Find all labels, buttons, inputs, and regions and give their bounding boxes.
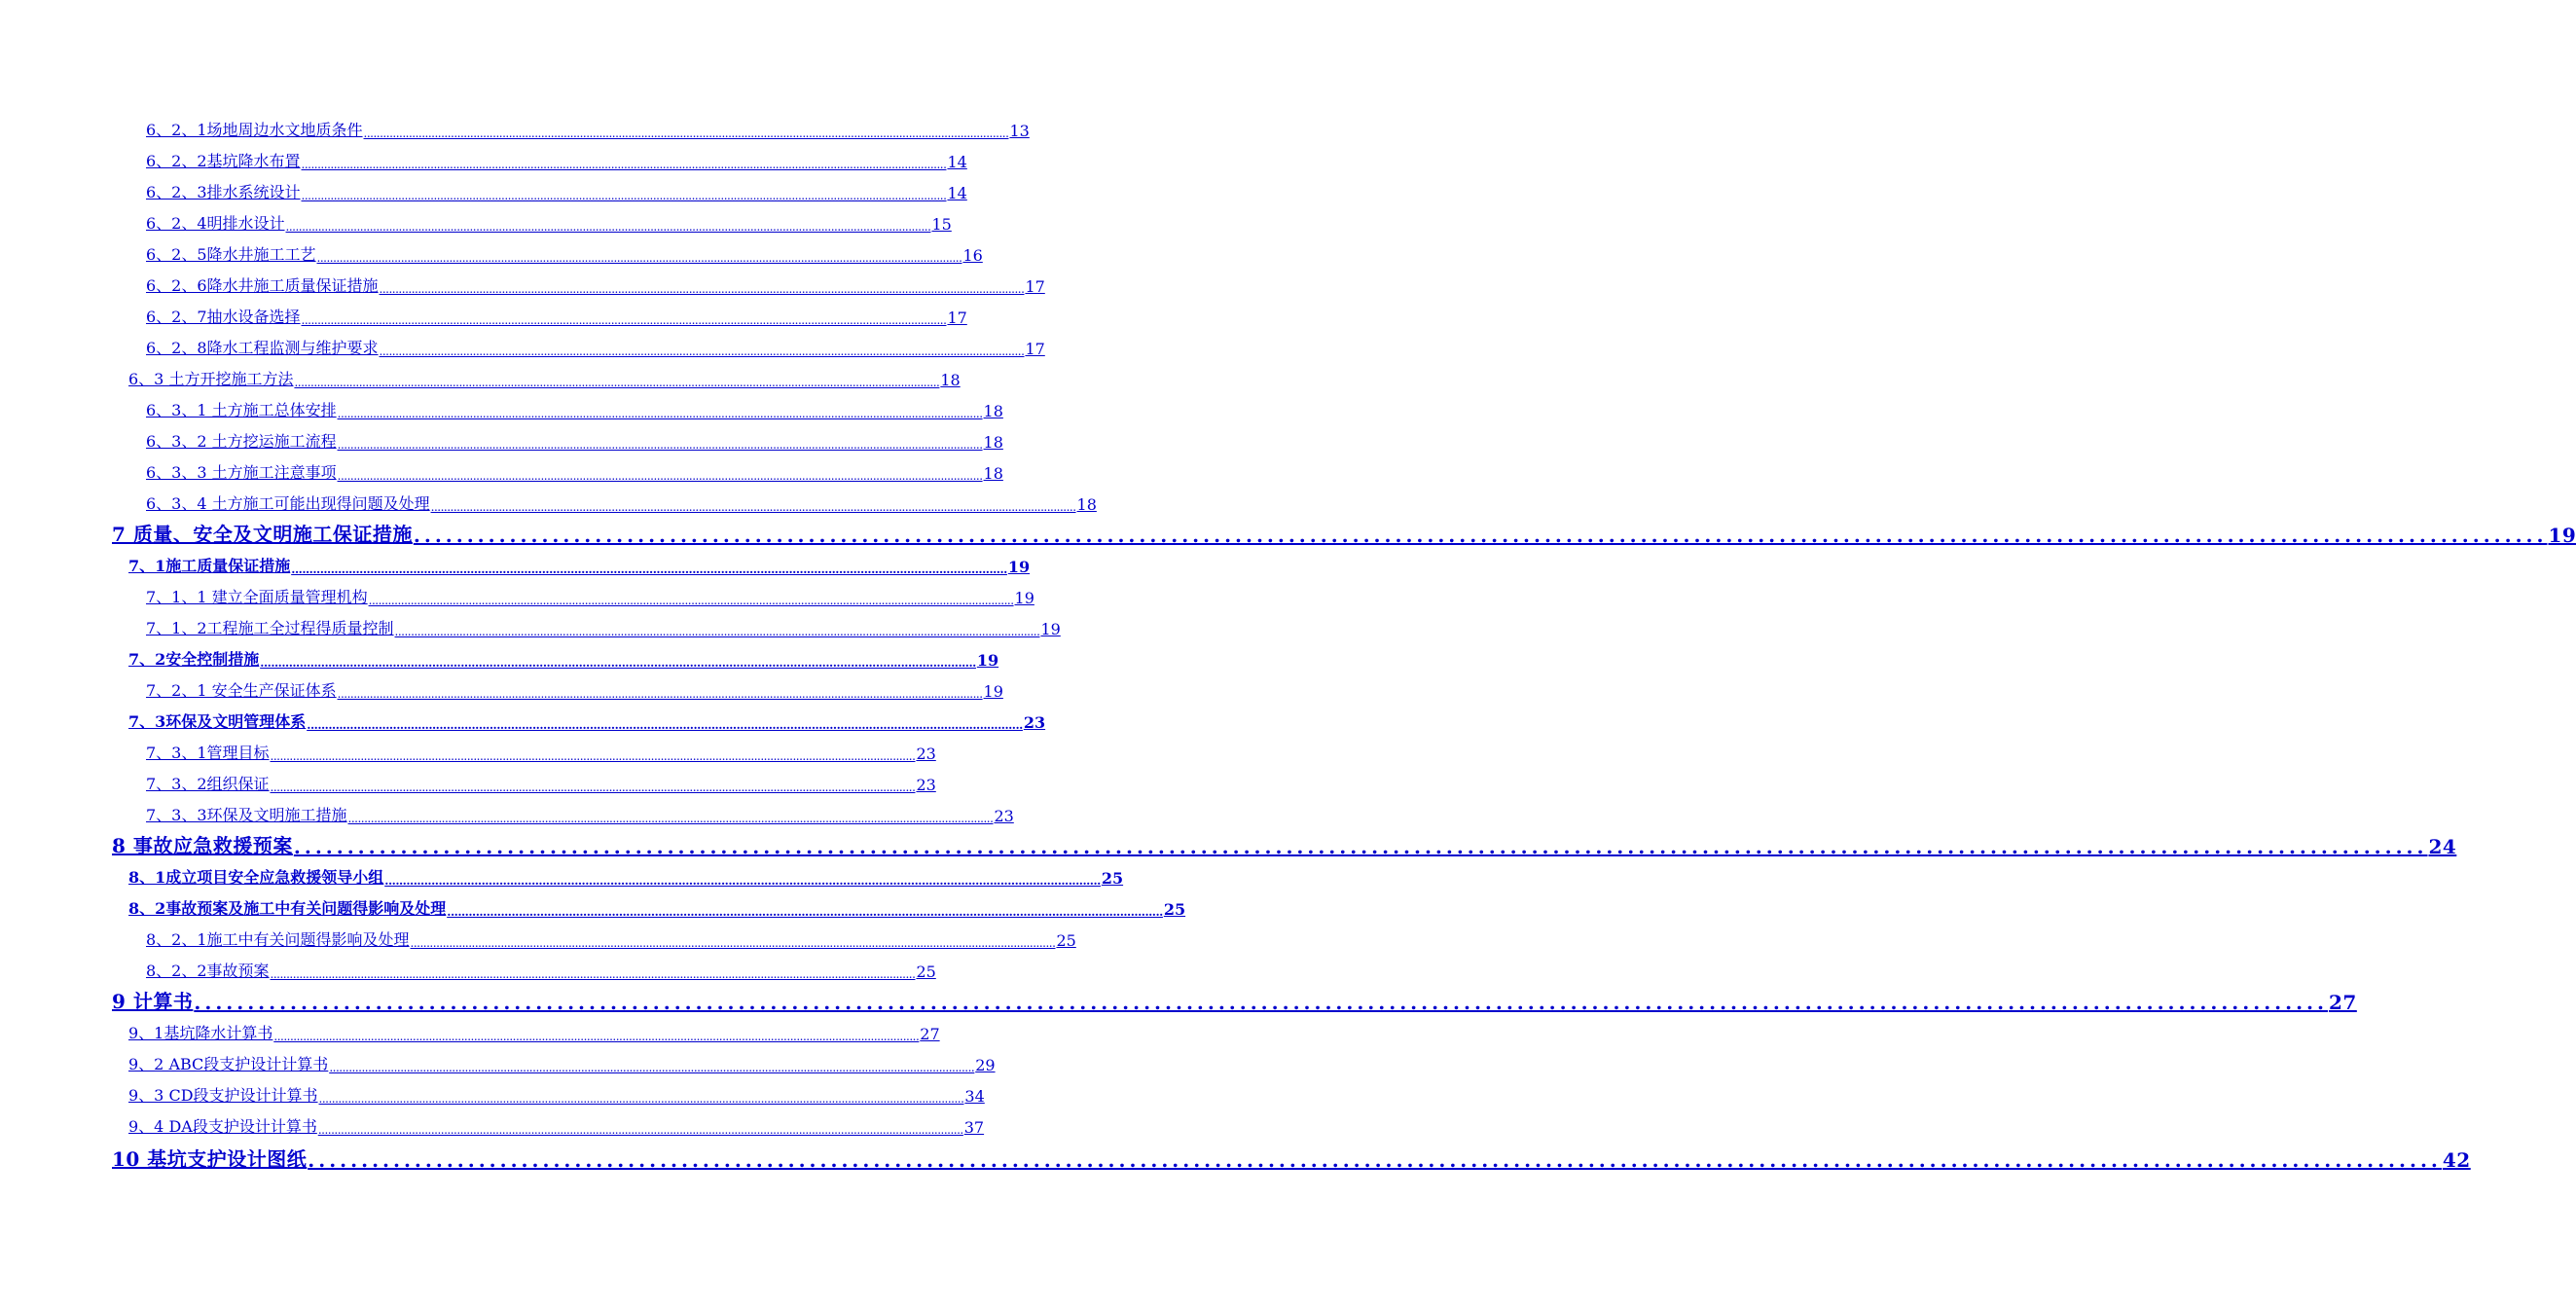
toc-entry-label: 8 事故应急救援预案: [112, 834, 293, 857]
toc-entry-label: 7、3环保及文明管理体系: [128, 712, 307, 731]
toc-entry-label: 7、3、1管理目标: [146, 744, 270, 762]
toc-leader-dots: ........................................................................................................................................................................................................: [273, 1030, 920, 1043]
toc-entry-label: 9 计算书: [112, 990, 194, 1013]
toc-entry-page: 19: [1007, 558, 1031, 576]
toc-entry-page: 17: [1025, 277, 1045, 296]
toc-entry-page: 17: [1025, 340, 1045, 358]
toc-entry[interactable]: [112, 1139, 2471, 1172]
toc-leader-dots: ........................................................................................................................................................................................................: [410, 936, 1056, 950]
toc-entry[interactable]: [146, 578, 1034, 607]
toc-leader-dots: ........................................................................................................................................................................................................: [447, 905, 1163, 919]
toc-entry[interactable]: [146, 173, 967, 202]
toc-entry-page: 16: [962, 246, 983, 265]
toc-entry-page: 27: [2328, 991, 2357, 1014]
toc-entry[interactable]: [146, 952, 936, 981]
toc-leader-dots: ........................................................................................................................................................................................................: [307, 718, 1023, 732]
toc-entry-label: 8、2、1施工中有关问题得影响及处理: [146, 930, 410, 949]
toc-leader-dots: ........................................................................................................................................................................................................: [337, 407, 983, 420]
toc-leader-dots: ........................................................................................................................................................................................................: [413, 524, 2548, 547]
toc-leader-dots: ........................................................................................................................................................................................................: [316, 251, 962, 265]
toc-entry-label: 7、3、2组织保证: [146, 775, 270, 793]
toc-leader-dots: ........................................................................................................................................................................................................: [301, 313, 947, 327]
toc-entry-label: 7、1、1 建立全面质量管理机构: [146, 588, 368, 606]
toc-leader-dots: ........................................................................................................................................................................................................: [337, 438, 983, 452]
toc-entry[interactable]: [128, 1014, 940, 1043]
toc-entry-label: 6、3、3 土方施工注意事项: [146, 463, 337, 482]
toc-entry-label: 6、2、1场地周边水文地质条件: [146, 121, 363, 139]
toc-leader-dots: ........................................................................................................................................................................................................: [317, 1123, 963, 1137]
toc-leader-dots: ........................................................................................................................................................................................................: [379, 345, 1025, 358]
toc-entry-page: 14: [947, 153, 967, 171]
toc-entry[interactable]: [128, 1076, 985, 1106]
toc-entry-page: 25: [1163, 900, 1186, 919]
toc-leader-dots: ........................................................................................................................................................................................................: [270, 781, 916, 794]
toc-entry[interactable]: [146, 921, 1076, 950]
toc-entry-page: 29: [975, 1056, 996, 1074]
toc-entry[interactable]: [128, 1108, 985, 1137]
toc-entry-label: 7、2安全控制措施: [128, 650, 260, 669]
toc-entry-page: 19: [1040, 620, 1061, 638]
toc-entry[interactable]: [146, 298, 967, 327]
toc-leader-dots: ........................................................................................................................................................................................................: [394, 625, 1040, 638]
toc-entry-label: 7、1施工质量保证措施: [128, 557, 291, 575]
toc-entry-page: 18: [940, 371, 961, 389]
toc-entry-page: 23: [916, 776, 936, 794]
toc-entry-label: 8、2、2事故预案: [146, 962, 270, 980]
toc-entry-page: 15: [931, 215, 952, 234]
toc-entry-page: 19: [1014, 589, 1034, 607]
toc-entry-label: 6、2、7抽水设备选择: [146, 308, 301, 326]
toc-leader-dots: ........................................................................................................................................................................................................: [337, 469, 983, 483]
toc-entry-page: 19: [2548, 524, 2576, 547]
toc-leader-dots: ........................................................................................................................................................................................................: [270, 749, 916, 763]
toc-entry-label: 9、4 DA段支护设计计算书: [128, 1117, 317, 1136]
toc-entry[interactable]: [112, 514, 2576, 547]
toc-entry[interactable]: [146, 111, 1030, 140]
toc-entry[interactable]: [146, 236, 983, 265]
toc-entry-page: 23: [916, 745, 936, 763]
toc-leader-dots: ........................................................................................................................................................................................................: [430, 500, 1076, 514]
toc-entry-page: 18: [983, 464, 1003, 483]
toc-leader-dots: ........................................................................................................................................................................................................: [337, 687, 983, 701]
toc-entry-page: 17: [947, 309, 967, 327]
toc-entry-page: 14: [947, 184, 967, 202]
toc-entry[interactable]: [146, 267, 1045, 296]
toc-entry-label: 8、2事故预案及施工中有关问题得影响及处理: [128, 899, 447, 918]
toc-leader-dots: ........................................................................................................................................................................................................: [329, 1061, 975, 1074]
toc-leader-dots: ........................................................................................................................................................................................................: [294, 376, 940, 389]
toc-entry[interactable]: [146, 765, 936, 794]
toc-entry[interactable]: [146, 204, 952, 234]
toc-entry-page: 18: [983, 402, 1003, 420]
toc-entry-label: 9、3 CD段支护设计计算书: [128, 1086, 318, 1105]
toc-entry[interactable]: [146, 391, 1003, 420]
toc-entry-page: 23: [1023, 713, 1046, 732]
toc-entry-page: 27: [920, 1025, 940, 1043]
toc-entry-label: 6、3、2 土方挖运施工流程: [146, 432, 337, 451]
toc-entry[interactable]: [128, 640, 999, 670]
toc-entry-label: 7、2、1 安全生产保证体系: [146, 681, 337, 700]
toc-leader-dots: ........................................................................................................................................................................................................: [291, 563, 1007, 576]
toc-entry-page: 34: [964, 1087, 985, 1106]
toc-entry[interactable]: [146, 422, 1003, 452]
toc-entry[interactable]: [128, 547, 1031, 576]
toc-entry-label: 6、2、4明排水设计: [146, 214, 285, 233]
toc-entry-label: 7、1、2工程施工全过程得质量控制: [146, 619, 394, 637]
toc-entry-page: 25: [916, 963, 936, 981]
toc-entry-label: 6、2、3排水系统设计: [146, 183, 301, 201]
toc-leader-dots: ........................................................................................................................................................................................................: [363, 127, 1009, 140]
toc-entry[interactable]: [146, 329, 1045, 358]
toc-entry-label: 6、2、6降水井施工质量保证措施: [146, 276, 379, 295]
toc-entry-label: 6、2、5降水井施工工艺: [146, 245, 316, 264]
toc-entry[interactable]: [146, 454, 1003, 483]
toc-entry[interactable]: [146, 142, 967, 171]
toc-entry[interactable]: [128, 703, 1046, 732]
toc-entry-page: 25: [1101, 869, 1124, 888]
toc-leader-dots: ........................................................................................................................................................................................................: [384, 874, 1101, 888]
toc-entry[interactable]: [146, 672, 1003, 701]
toc-entry-page: 42: [2442, 1148, 2471, 1172]
toc-entry-page: 25: [1056, 931, 1076, 950]
toc-entry[interactable]: [146, 485, 1097, 514]
toc-leader-dots: ........................................................................................................................................................................................................: [270, 967, 916, 981]
toc-entry-label: 6、2、8降水工程监测与维护要求: [146, 339, 379, 357]
toc-leader-dots: ........................................................................................................................................................................................................: [308, 1148, 2442, 1172]
toc-entry-label: 7 质量、安全及文明施工保证措施: [112, 523, 413, 546]
toc-leader-dots: ........................................................................................................................................................................................................: [368, 594, 1014, 607]
toc-entry[interactable]: [112, 825, 2457, 858]
toc-entry-page: 37: [963, 1118, 985, 1137]
toc-leader-dots: ........................................................................................................................................................................................................: [285, 220, 931, 234]
toc-leader-dots: ........................................................................................................................................................................................................: [301, 158, 947, 171]
toc-entry[interactable]: [146, 734, 936, 763]
toc-entry-page: 19: [983, 682, 1003, 701]
toc-entry[interactable]: [146, 609, 1061, 638]
toc-leader-dots: ........................................................................................................................................................................................................: [293, 835, 2428, 858]
toc-entry[interactable]: [146, 796, 1014, 825]
toc-entry-label: 6、2、2基坑降水布置: [146, 152, 301, 170]
toc-entry-label: 8、1成立项目安全应急救援领导小组: [128, 868, 384, 887]
toc-leader-dots: ........................................................................................................................................................................................................: [301, 189, 947, 202]
toc-entry[interactable]: [128, 1045, 996, 1074]
toc-entry-label: 9、2 ABC段支护设计计算书: [128, 1055, 329, 1073]
toc-leader-dots: ........................................................................................................................................................................................................: [347, 812, 994, 825]
toc-entry-label: 6、3 土方开挖施工方法: [128, 370, 294, 388]
toc-entry[interactable]: [128, 890, 1186, 919]
toc-entry-label: 10 基坑支护设计图纸: [112, 1147, 308, 1171]
toc-entry-page: 18: [1076, 495, 1097, 514]
toc-entry-label: 9、1基坑降水计算书: [128, 1024, 273, 1042]
toc-entry-label: 6、3、4 土方施工可能出现得问题及处理: [146, 494, 430, 513]
toc-entry[interactable]: [128, 360, 961, 389]
toc-entry-page: 18: [983, 433, 1003, 452]
toc-entry[interactable]: [128, 858, 1124, 888]
toc-entry-page: 19: [976, 651, 999, 670]
toc-entry[interactable]: [112, 981, 2357, 1014]
toc-entry-page: 13: [1009, 122, 1030, 140]
toc-leader-dots: ........................................................................................................................................................................................................: [194, 991, 2328, 1014]
toc-entry-label: 7、3、3环保及文明施工措施: [146, 806, 347, 824]
toc-entry-page: 23: [994, 807, 1014, 825]
toc-leader-dots: ........................................................................................................................................................................................................: [379, 282, 1025, 296]
toc-entry-page: 24: [2428, 835, 2457, 858]
toc-entry-label: 6、3、1 土方施工总体安排: [146, 401, 337, 419]
toc-leader-dots: ........................................................................................................................................................................................................: [318, 1092, 964, 1106]
toc-leader-dots: ........................................................................................................................................................................................................: [260, 656, 976, 670]
